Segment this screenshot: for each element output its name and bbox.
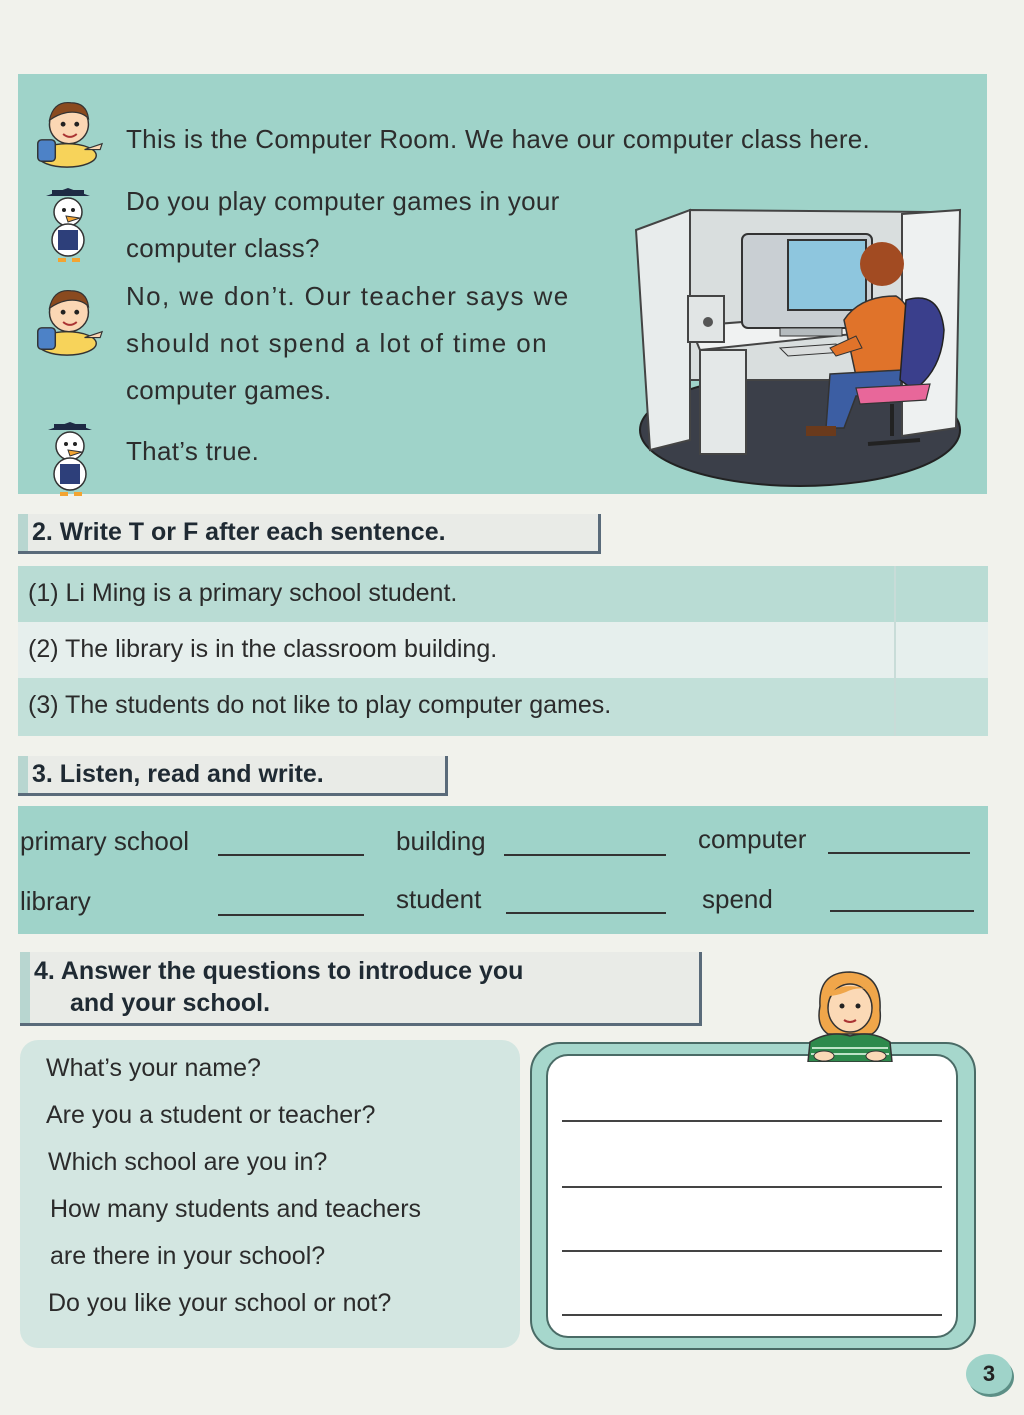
answer-line-4[interactable] xyxy=(562,1314,942,1316)
section-4-heading-line-1: 4. Answer the questions to introduce you xyxy=(34,957,524,985)
boy-character-icon xyxy=(28,280,106,360)
word-computer: computer xyxy=(698,824,807,854)
dialogue-line-3b: should not spend a lot of time on xyxy=(126,328,549,358)
question-1: What’s your name? xyxy=(46,1054,261,1082)
section-2-heading-text: 2. Write T or F after each sentence. xyxy=(32,518,446,546)
duck-graduate-icon xyxy=(36,186,100,266)
dialogue-line-1: This is the Computer Room. We have our computer class here. xyxy=(126,124,871,154)
blank-line[interactable] xyxy=(506,912,666,914)
section-3-heading xyxy=(18,756,448,796)
duck-graduate-icon xyxy=(38,420,102,500)
true-false-table xyxy=(18,566,988,736)
boy-character-icon xyxy=(28,92,106,172)
answer-box[interactable] xyxy=(546,1054,958,1338)
table-row xyxy=(18,566,988,622)
answer-cell-1[interactable] xyxy=(894,566,988,622)
dialogue-line-2b: computer class? xyxy=(126,233,320,263)
word-spend: spend xyxy=(702,884,773,914)
section-4-heading xyxy=(20,952,702,1026)
blank-line[interactable] xyxy=(218,854,364,856)
question-2: Are you a student or teacher? xyxy=(46,1101,376,1129)
answer-line-2[interactable] xyxy=(562,1186,942,1188)
table-row xyxy=(18,678,988,736)
word-library: library xyxy=(20,886,91,916)
word-writing-panel xyxy=(18,806,988,934)
question-5: Do you like your school or not? xyxy=(48,1289,392,1317)
table-row xyxy=(18,622,988,678)
sentence-1: (1) Li Ming is a primary school student. xyxy=(28,579,458,607)
sentence-3: (3) The students do not like to play computer games. xyxy=(28,691,612,719)
word-building: building xyxy=(396,826,486,856)
word-student: student xyxy=(396,884,482,914)
answer-line-3[interactable] xyxy=(562,1250,942,1252)
page-number: 3 xyxy=(966,1354,1012,1394)
computer-room-illustration xyxy=(630,200,970,492)
dialogue-line-3c: computer games. xyxy=(126,375,332,405)
question-4a: How many students and teachers xyxy=(50,1195,422,1223)
question-4b: are there in your school? xyxy=(50,1242,326,1270)
section-3-heading-text: 3. Listen, read and write. xyxy=(32,760,324,788)
blank-line[interactable] xyxy=(218,914,364,916)
question-3: Which school are you in? xyxy=(48,1148,328,1176)
dialogue-line-2a: Do you play computer games in your xyxy=(126,186,560,216)
dialogue-line-4: That’s true. xyxy=(126,436,260,466)
blank-line[interactable] xyxy=(830,910,974,912)
section-2-heading xyxy=(18,514,601,554)
answer-line-1[interactable] xyxy=(562,1120,942,1122)
sentence-2: (2) The library is in the classroom building. xyxy=(28,635,498,663)
section-4-heading-line-2: and your school. xyxy=(70,989,271,1017)
dialogue-line-3a: No, we don’t. Our teacher says we xyxy=(126,281,570,311)
word-primary-school: primary school xyxy=(20,826,190,856)
questions-panel xyxy=(20,1040,520,1348)
girl-character-icon xyxy=(800,966,896,1062)
blank-line[interactable] xyxy=(504,854,666,856)
answer-cell-3[interactable] xyxy=(894,678,988,736)
blank-line[interactable] xyxy=(828,852,970,854)
answer-cell-2[interactable] xyxy=(894,622,988,678)
